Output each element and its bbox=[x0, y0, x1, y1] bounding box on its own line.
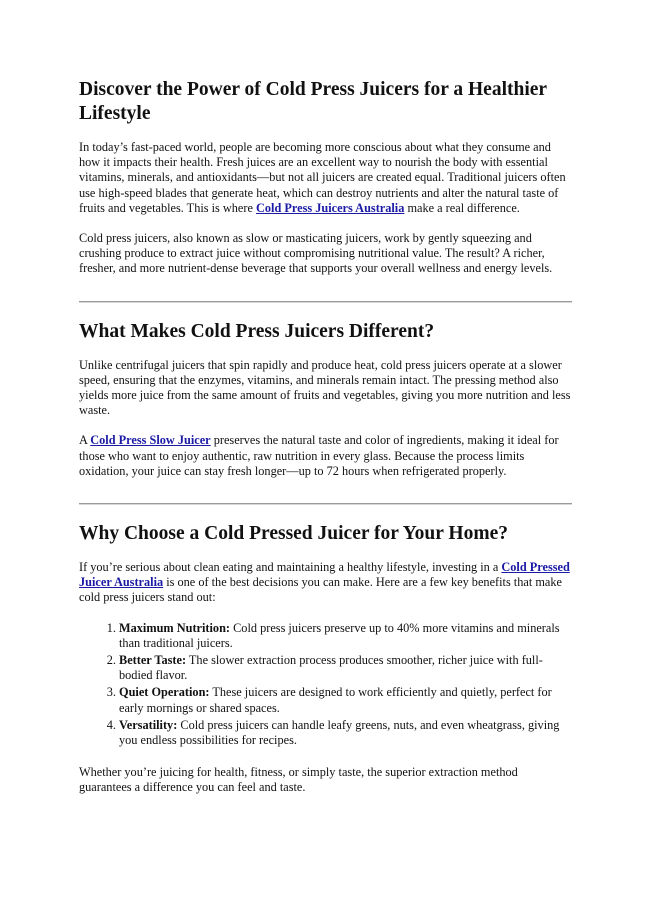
list-item-text: Cold press juicers can handle leafy greens, nuts, and even wheatgrass, giving you endless possibilities for recipes. bbox=[119, 717, 560, 748]
list-item-term: Versatility: bbox=[119, 717, 178, 732]
section3-p1-text: If you’re serious about clean eating and maintaining a healthy lifestyle, investing in a bbox=[79, 560, 502, 575]
section1-title: Discover the Power of Cold Press Juicers for a Healthier Lifestyle bbox=[79, 79, 547, 124]
section3-closing-paragraph: Whether you’re juicing for health, fitness, or simply taste, the superior extraction method guarantees a difference you can feel and taste. bbox=[79, 765, 518, 795]
list-item-text: The slower extraction process produces smoother, richer juice with full-bodied flavor. bbox=[119, 653, 543, 683]
benefits-list bbox=[79, 621, 572, 749]
list-item-term: Maximum Nutrition: bbox=[119, 620, 231, 635]
section2-p2-text-end: preserves the natural taste and color of ingredients, making it ideal for those who want to enjoy authentic, raw nutrition in every glass. Because the process limits oxidation, your juice can stay fresh longer—up to 72 hours when refrigerated properly. bbox=[79, 433, 559, 478]
link-cold-press-slow-juicer[interactable]: Cold Press Slow Juicer bbox=[90, 433, 211, 448]
list-item bbox=[119, 685, 572, 715]
section3-title: Why Choose a Cold Pressed Juicer for Your Home? bbox=[79, 523, 508, 545]
section1-paragraph-2: Cold press juicers, also known as slow or masticating juicers, work by gently squeezing and crushing produce to extract juice without compromising nutritional value. The result? A richer, fresher, and more nutrient-dense beverage that supports your overall wellness and energy levels. bbox=[79, 231, 553, 276]
section3-p1-text-end: is one of the best decisions you can make. Here are a few key benefits that make cold press juicers stand out: bbox=[79, 575, 562, 605]
section3-paragraph-1 bbox=[79, 560, 572, 606]
list-item bbox=[119, 718, 572, 748]
section2-paragraph-2 bbox=[79, 433, 572, 479]
list-item bbox=[119, 621, 572, 651]
list-item-text: Cold press juicers preserve up to 40% more vitamins and minerals than traditional juicers. bbox=[119, 620, 560, 650]
section1-p1-text: In today’s fast-paced world, people are becoming more conscious about what they consume and how it impacts their health. Fresh juices are an excellent way to nourish the body with essential vitamins, minerals, and antioxidants—but not all juicers are created equal. Traditional juicers often use high-speed blades that generate heat, which can destroy nutrients and alter the natural taste of fruits and vegetables. This is where bbox=[79, 140, 566, 215]
link-cold-press-juicers-australia[interactable]: Cold Press Juicers Australia bbox=[256, 200, 405, 215]
section2-paragraph-1: Unlike centrifugal juicers that spin rapidly and produce heat, cold press juicers operate at a slower speed, ensuring that the enzymes, vitamins, and minerals remain intact. The pressing method also yields more juice from the same amount of fruits and vegetables, giving you more nutrition and less waste. bbox=[79, 357, 571, 418]
link-cold-pressed-juicer-australia[interactable]: Cold Pressed Juicer Australia bbox=[79, 560, 570, 590]
section2-p2-text: A bbox=[79, 433, 91, 448]
list-item-term: Better Taste: bbox=[119, 653, 187, 668]
list-item-term: Quiet Operation: bbox=[119, 685, 210, 700]
list-item bbox=[119, 653, 572, 683]
section2-title: What Makes Cold Press Juicers Different? bbox=[79, 320, 435, 342]
section1-paragraph-1 bbox=[79, 140, 572, 216]
section1-p1-text-end: make a real difference. bbox=[404, 200, 520, 215]
list-item-text: These juicers are designed to work efficiently and quietly, perfect for early mornings or shared spaces. bbox=[119, 685, 552, 715]
